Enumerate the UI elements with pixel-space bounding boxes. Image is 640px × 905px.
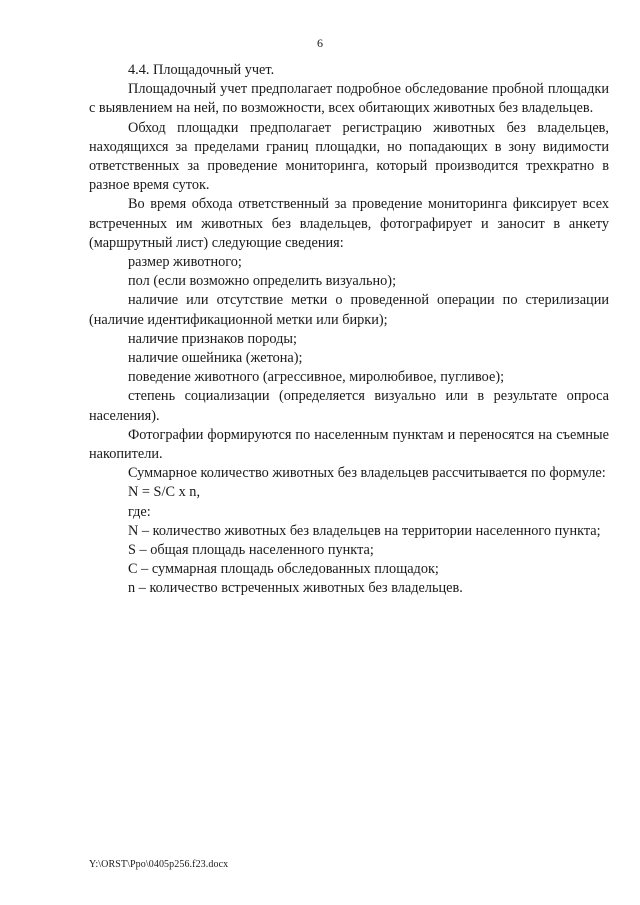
paragraph: Суммарное количество животных без владельцев рассчитывается по формуле: <box>128 465 606 482</box>
section-heading: 4.4. Площадочный учет. <box>128 62 275 78</box>
paragraph: Фотографии формируются по населенным пунктам и переносятся на съемные накопители. <box>89 426 609 463</box>
list-item: размер животного; <box>128 254 242 271</box>
formula-definition: N – количество животных без владельцев на территории населенного пункта; <box>128 522 601 539</box>
formula-where: где: <box>128 503 151 520</box>
list-item: пол (если возможно определить визуально); <box>128 273 397 290</box>
footer-file-path: Y:\ORST\Ppo\0405p256.f23.docx <box>89 859 229 870</box>
paragraph: Обход площадки предполагает регистрацию животных без владельцев, находящихся за пределами границ площадки, но попадающих в зону видимости ответственных за проведение мониторинга, который производится трехкратно в разное время суток. <box>89 119 609 194</box>
list-item: поведение животного (агрессивное, миролюбивое, пугливое); <box>128 369 505 386</box>
list-item: наличие ошейника (жетона); <box>128 350 303 367</box>
paragraph: Площадочный учет предполагает подробное обследование пробной площадки с выявлением на ней, по возможности, всех обитающих животных без владельцев. <box>89 81 609 117</box>
page-number: 6 <box>317 36 323 50</box>
list-item: наличие признаков породы; <box>128 330 297 347</box>
list-item: наличие или отсутствие метки о проведенной операции по стерилизации (наличие идентификационной метки или бирки); <box>89 292 609 328</box>
document-body <box>89 61 609 599</box>
list-item: степень социализации (определяется визуально или в результате опроса населения). <box>89 388 609 424</box>
paragraph: Во время обхода ответственный за проведение мониторинга фиксирует всех встреченных им животных без владельцев, фотографирует и заносит в анкету (маршрутный лист) следующие сведения: <box>89 196 609 251</box>
formula: N = S/C x n, <box>128 484 201 501</box>
formula-definition: S – общая площадь населенного пункта; <box>128 542 374 559</box>
formula-definition: n – количество встреченных животных без владельцев. <box>128 580 463 597</box>
formula-definition: C – суммарная площадь обследованных площадок; <box>128 561 439 578</box>
